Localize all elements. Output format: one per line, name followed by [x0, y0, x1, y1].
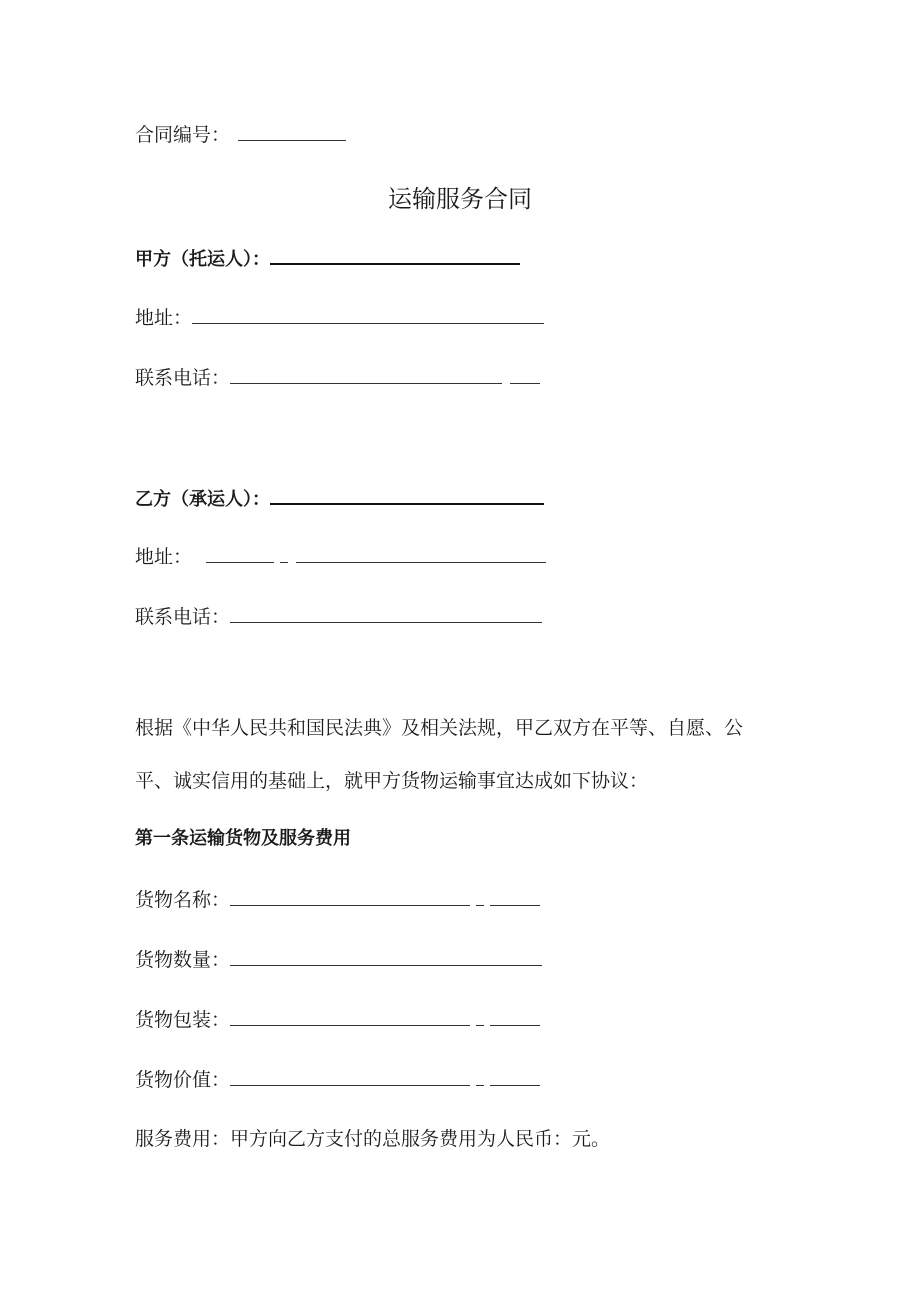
party-a-phone-label: 联系电话： [135, 367, 231, 389]
party-b-address-field-2[interactable] [280, 544, 288, 563]
contract-number-row [135, 122, 346, 147]
goods-quantity-row [135, 947, 542, 972]
goods-value-label: 货物价值： [135, 1069, 231, 1091]
party-b-phone-row [135, 604, 542, 629]
goods-name-field-2[interactable] [476, 887, 484, 906]
goods-name-field-3[interactable] [490, 887, 540, 906]
party-a-row [135, 245, 520, 272]
goods-quantity-label: 货物数量： [135, 949, 231, 971]
goods-packaging-field[interactable] [230, 1007, 470, 1026]
goods-name-row [135, 887, 540, 912]
contract-number-label: 合同编号： [135, 124, 231, 146]
party-b-address-field-3[interactable] [296, 544, 546, 563]
party-a-heading: 甲方（托运人）： [135, 249, 270, 270]
document-title: 运输服务合同 [388, 185, 532, 213]
goods-name-field[interactable] [230, 887, 470, 906]
party-b-address-row [135, 544, 546, 569]
party-a-name-field[interactable] [270, 245, 520, 265]
party-a-address-row [135, 305, 544, 330]
goods-packaging-label: 货物包装： [135, 1009, 231, 1031]
goods-packaging-row [135, 1007, 540, 1032]
party-b-phone-label: 联系电话： [135, 606, 231, 628]
goods-packaging-field-3[interactable] [490, 1007, 540, 1026]
preamble-line-1: 根据《中华人民共和国民法典》及相关法规，甲乙双方在平等、自愿、公 [135, 717, 744, 739]
goods-value-field-2[interactable] [476, 1067, 484, 1086]
party-a-phone-field-ext[interactable] [510, 365, 540, 384]
party-b-phone-field[interactable] [230, 604, 542, 623]
goods-value-field[interactable] [230, 1067, 470, 1086]
goods-quantity-field[interactable] [230, 947, 542, 966]
party-a-address-field[interactable] [192, 305, 544, 324]
goods-name-label: 货物名称： [135, 889, 231, 911]
goods-value-field-3[interactable] [490, 1067, 540, 1086]
party-b-row [135, 485, 544, 512]
party-a-phone-field[interactable] [230, 365, 502, 384]
goods-packaging-field-2[interactable] [476, 1007, 484, 1026]
party-b-heading: 乙方（承运人）： [135, 489, 270, 510]
article-1-heading: 第一条运输货物及服务费用 [135, 828, 351, 849]
party-b-address-label: 地址： [135, 546, 193, 568]
party-a-address-label: 地址： [135, 307, 193, 329]
party-a-phone-row [135, 365, 540, 390]
preamble-line-2: 平、诚实信用的基础上，就甲方货物运输事宜达成如下协议： [135, 770, 649, 792]
goods-value-row [135, 1067, 540, 1092]
service-fee-text: 服务费用：甲方向乙方支付的总服务费用为人民币：元。 [135, 1128, 611, 1150]
contract-number-field[interactable] [238, 122, 346, 141]
party-b-address-field-1[interactable] [206, 544, 274, 563]
party-b-name-field[interactable] [270, 485, 544, 505]
